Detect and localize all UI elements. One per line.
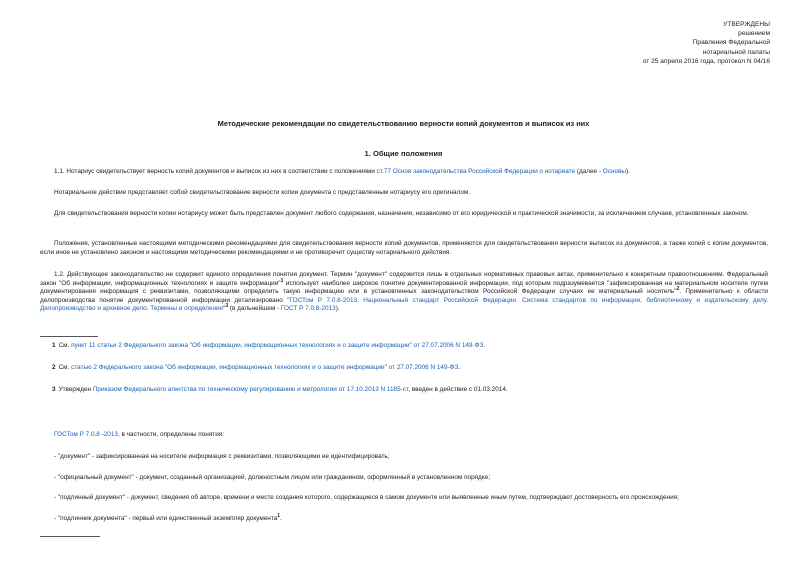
paragraph-text: "	[223, 305, 226, 313]
paragraph-text: (далее -	[575, 168, 603, 175]
footnote-link[interactable]: пункт 11 статьи 2 Федерального закона "Об информации, информационных технологиях и о защите информации" от 27.07.2006 N 149-ФЗ	[71, 342, 484, 349]
footnote-text: .	[483, 342, 486, 349]
section-heading: 1. Общие положения	[364, 149, 443, 158]
footnote-ref[interactable]: 3	[225, 303, 229, 310]
footnote-divider	[40, 536, 100, 537]
term-item: - "официальный документ" - документ, созданный организацией, должностным лицом или гражданином, оформленный в установленном порядке;	[54, 474, 490, 481]
link-osnovy[interactable]: Основы	[602, 168, 627, 175]
footnote-text: См.	[58, 342, 72, 349]
paragraph-text: . Применительно к области делопроизводства понятие документированной информации детализировано "	[40, 288, 768, 304]
approval-line: от 25 апреля 2016 года, протокол N 04/16	[642, 57, 770, 65]
approval-block	[643, 20, 770, 66]
paragraph-text: , в частности, определены понятия:	[117, 431, 225, 438]
footnote-mark: 1	[52, 342, 56, 349]
paragraph-1-1	[40, 168, 768, 177]
approval-line: нотариальной палаты	[702, 48, 770, 56]
footnote-mark: 2	[52, 364, 56, 371]
term-item: - "подлинный документ" - документ, сведения об авторе, времени и месте создания которого, содержащиеся в самом документе или выявленные иным путем, подтверждают достоверность его происхождения;	[54, 494, 679, 501]
approval-line: Правления Федеральной	[692, 39, 770, 47]
paragraph-text: ).	[335, 305, 340, 313]
footnote-ref[interactable]: 2	[676, 286, 680, 293]
link-osnovy-st77[interactable]: ст.77 Основ законодательства Российской Федерации о нотариате	[376, 168, 576, 175]
footnote-text: .	[458, 364, 461, 371]
paragraph-text: 1.2. Действующее законодательство не содержит единого определения понятия документ. Термин "документ" содержится лишь в отдельных нормативных правовых актах, применительно к конкретным правоотношениям. Федеральный закон "Об информации, информационных технологиях и защите информации"	[40, 271, 768, 287]
link-gost-full[interactable]: ГОСТом Р 7.0.8-2013. Национальный стандарт Российской Федерации. Система стандартов по информации, библиотечному и издательскому делу. Делопроизводство и архивное дело. Термины и определения	[40, 296, 769, 313]
footnote	[52, 364, 768, 373]
paragraph-text: (в дальнейшем -	[228, 305, 281, 313]
paragraph-text: использует наиболее широкое понятие документированной информации, под которым подразумевается "зафиксированная на материальном носителе путем документирования информация с реквизитами, позволяющими определить такую информацию или в установленных законодательством Российской Федерации случаях ее материальный носитель"	[40, 279, 768, 296]
term-text: - "подлинник документа" - первый или единственный экземпляр документа	[54, 515, 278, 522]
link-gost-short[interactable]: ГОСТ Р 7.0.8-2013	[280, 305, 336, 313]
term-text: .	[280, 515, 282, 522]
approval-line: решением	[738, 30, 770, 38]
footnote-text: См.	[58, 364, 72, 371]
footnote-text: Утвержден	[58, 386, 93, 393]
footnote-text: , введен в действие с 01.03.2014.	[408, 386, 508, 393]
footnote	[52, 342, 768, 351]
document-title: Методические рекомендации по свидетельствованию верности копий документов и выписок из них	[217, 119, 590, 128]
paragraph-provisions: Положения, установленные настоящими методическими рекомендациями для свидетельствования верности копий документов, применяются для свидетельствования верности выписок из документов, а также копий с копии документов, если иное не установлено законом и настоящими методическими рекомендациями и не противоречит существу нотариального действия.	[40, 240, 768, 256]
paragraph-notarial-action: Нотариальное действие представляет собой свидетельствование верности копии документа с представленным нотариусу его оригиналом.	[54, 189, 471, 196]
term-item	[54, 512, 768, 524]
term-item: - "документ" - зафиксированная на носителе информация с реквизитами, позволяющими ее идентифицировать;	[54, 453, 390, 460]
paragraph-text: ).	[626, 168, 630, 175]
gost-intro	[54, 431, 768, 440]
paragraph-1-2	[40, 271, 768, 314]
paragraph-text: 1.1. Нотариус свидетельствует верность копий документов и выписок из них в соответствии с положениями	[54, 168, 377, 175]
footnote-ref[interactable]: 1	[280, 277, 284, 284]
approval-line: УТВЕРЖДЕНЫ	[723, 21, 770, 28]
footnote-link[interactable]: статью 2 Федерального закона "Об информации, информационных технологиях и о защите информации" от 27.07.2006 N 149-ФЗ	[71, 364, 459, 371]
footnote-mark: 3	[52, 386, 56, 393]
footnote	[52, 386, 768, 395]
link-gost[interactable]: ГОСТом Р 7.0.8 -2013	[54, 431, 118, 438]
paragraph-document-any: Для свидетельствования верности копии нотариусу может быть представлен документ любого содержания, назначения, независимо от его юридической и практической значимости, за исключением случаев, установленных законом.	[54, 210, 749, 217]
footnote-ref[interactable]: 1	[277, 512, 281, 519]
footnote-divider	[40, 336, 98, 337]
footnote-link[interactable]: Приказом Федерального агентства по техническому регулированию и метрологии от 17.10.2013 N 1185-ст	[92, 386, 409, 393]
